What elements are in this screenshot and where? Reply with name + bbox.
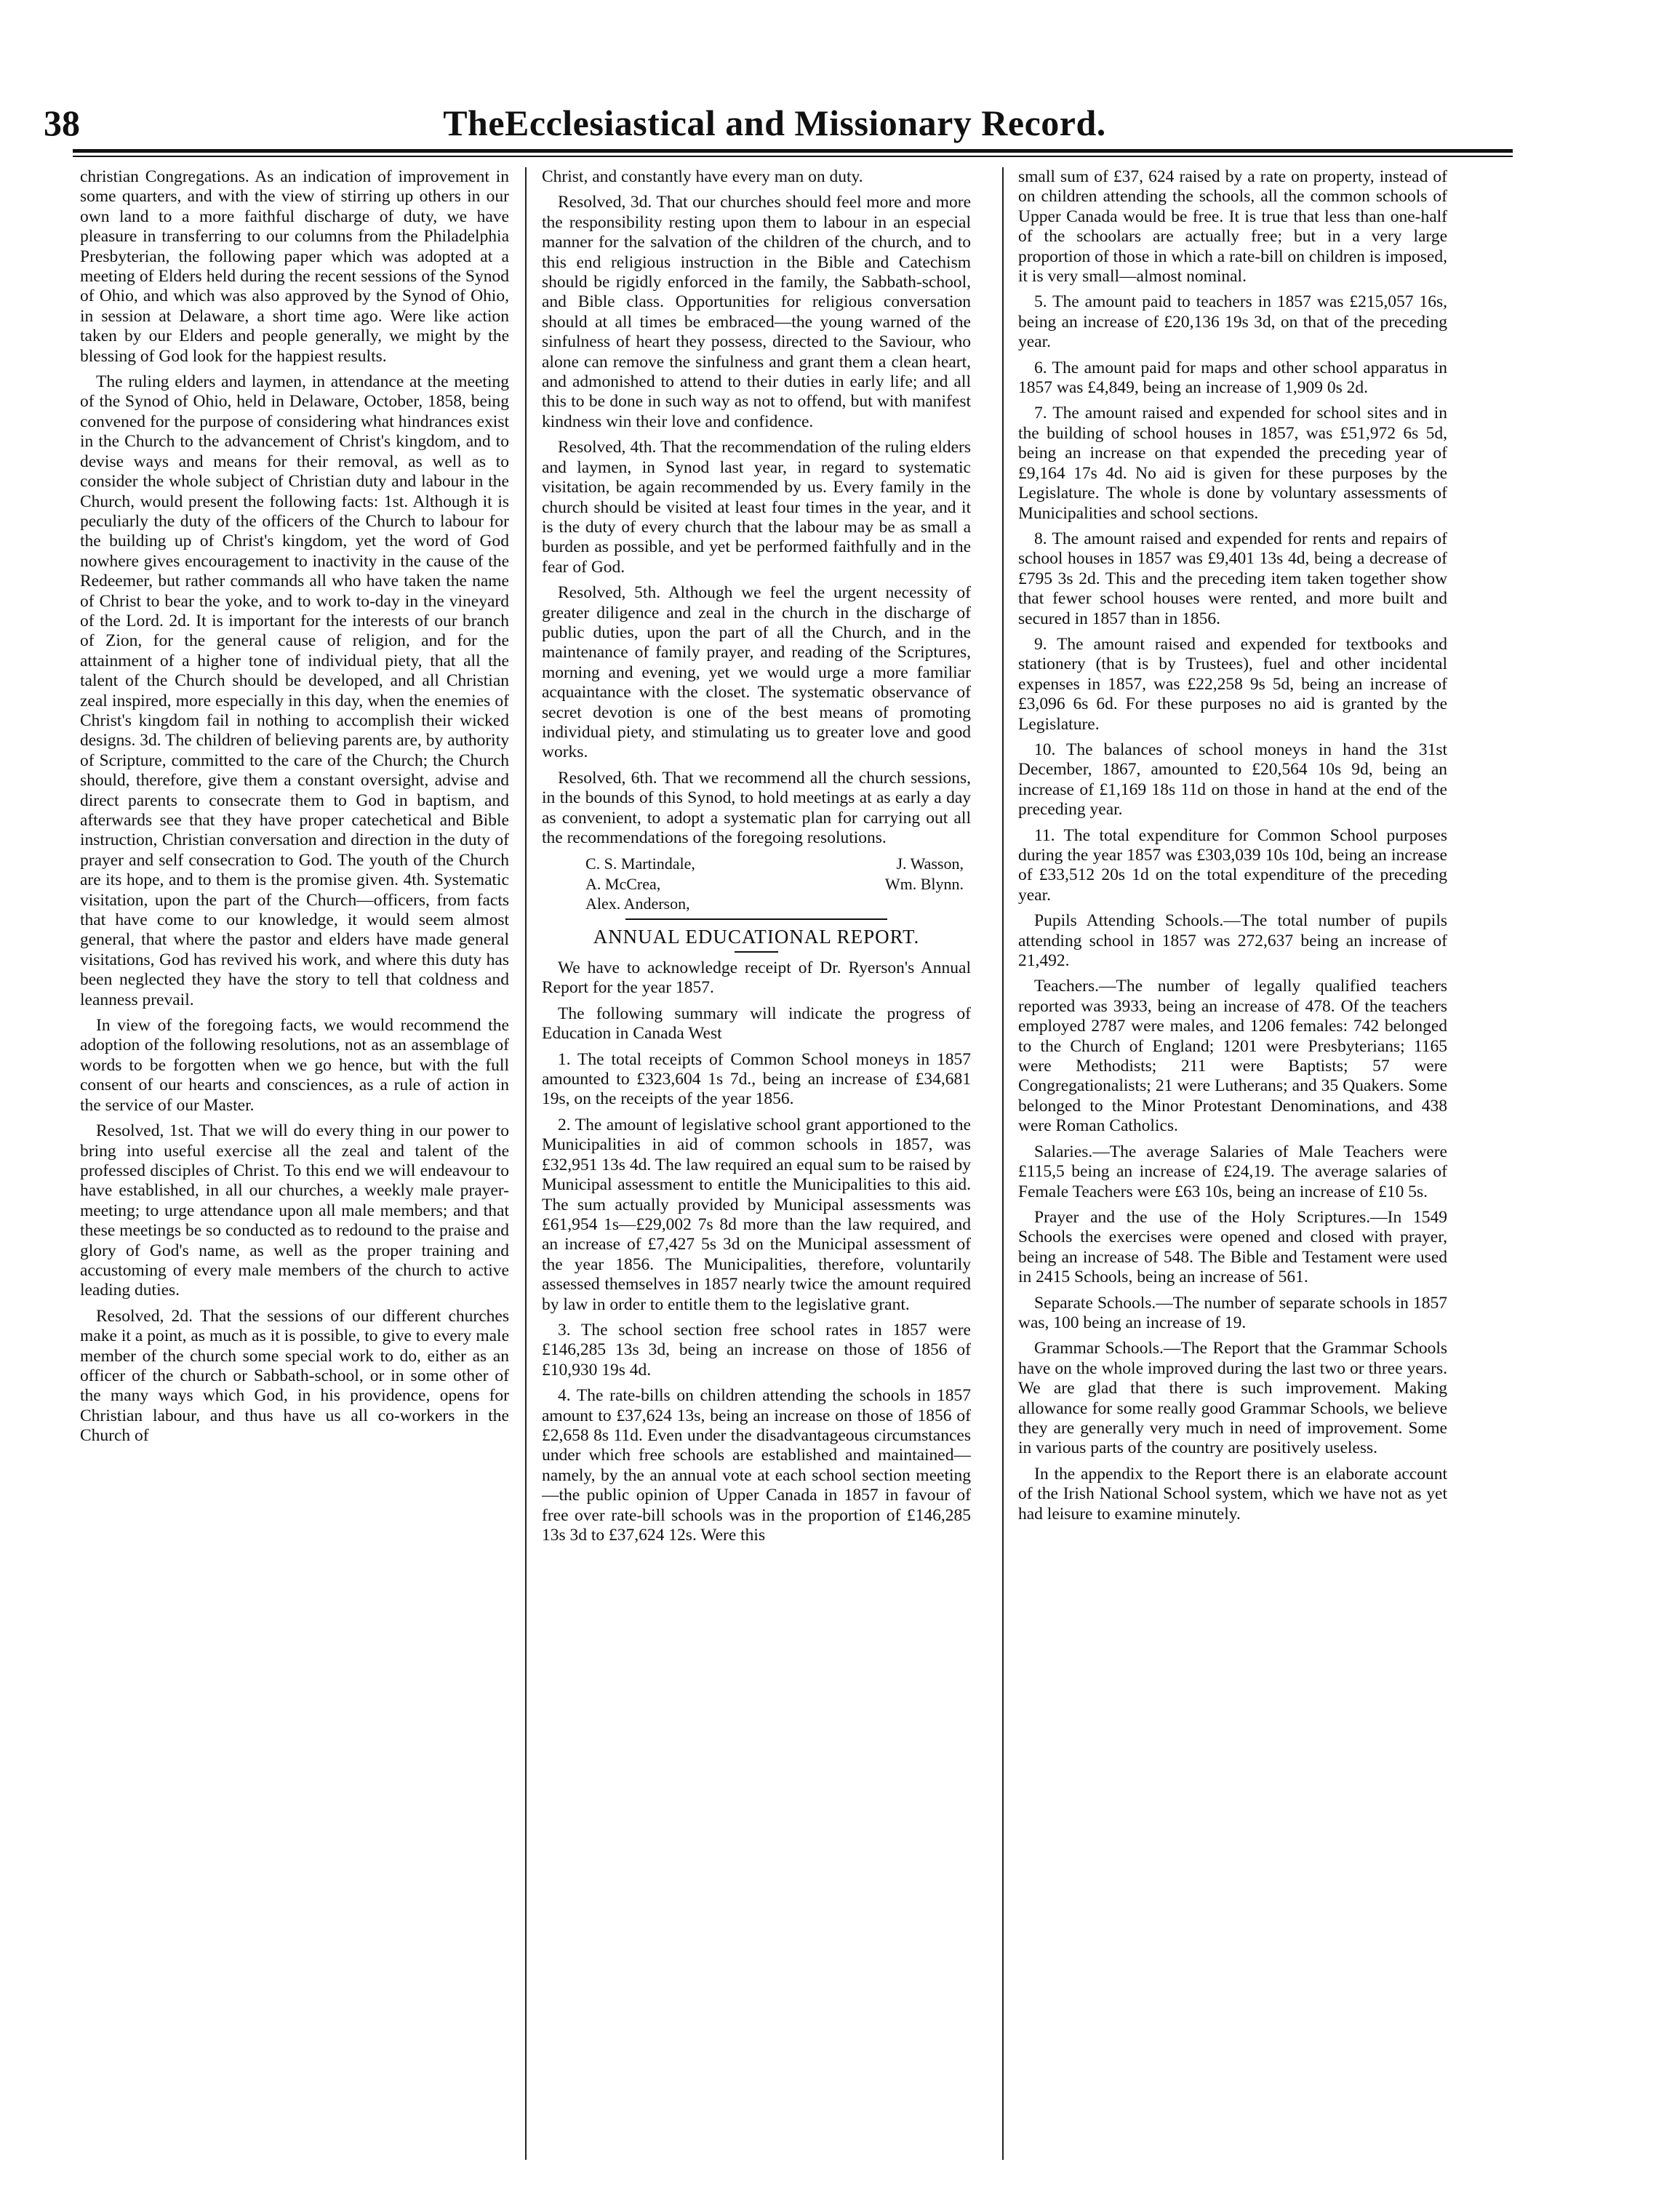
- section-rule: [735, 951, 778, 953]
- paragraph: Prayer and the use of the Holy Scriptures.—In 1549 Schools the exercises were opened and closed with prayer, being an increase of 548. The Bible and Testament were used in 2415 Schools, being an increase of 561.: [1018, 1207, 1447, 1287]
- column-divider: [1002, 167, 1004, 2160]
- paragraph: Christ, and constantly have every man on duty.: [542, 167, 863, 186]
- section-ornament: [625, 918, 887, 920]
- paragraph: In view of the foregoing facts, we would recommend the adoption of the following resolutions, not as an assemblage of words to be forgotten when we go hence, but with the full consent of our hearts and consciences, as a rule of action in the service of our Master.: [80, 1016, 509, 1115]
- paragraph: 11. The total expenditure for Common School purposes during the year 1857 was £303,039 10s 10d, being an increase of £33,512 20s 1d on the total expenditure of the preceding year.: [1018, 825, 1447, 905]
- paragraph: In the appendix to the Report there is an elaborate account of the Irish National School system, which we have not as yet had leisure to examine minutely.: [1018, 1464, 1447, 1524]
- paragraph: 7. The amount raised and expended for school sites and in the building of school houses in 1857, was £51,972 6s 5d, being an increase on that expended the preceding year of £9,164 17s 4d. No aid is given for these purposes by the Legislature. The whole is done by voluntary assessments of Municipalities and school sections.: [1018, 404, 1447, 523]
- paragraph: Resolved, 5th. Although we feel the urgent necessity of greater diligence and zeal in the church in the discharge of public duties, upon the part of all the Church, and in the maintenance of family prayer, and reading of the Scriptures, morning and evening, yet we would urge a more familiar acquaintance with the closet. The systematic observance of secret devotion is one of the best means of promoting individual piety, and stimulating us to greater love and good works.: [542, 583, 971, 762]
- paragraph: 4. The rate-bills on children attending the schools in 1857 amount to £37,624 13s, being an increase on those of 1856 of £2,658 8s 11d. Even under the disadvantageous circumstances under which free schools are established and maintained—namely, by the an annual vote at each school section meeting—the public opinion of Upper Canada in 1857 in favour of free over rate-bill schools was in the proportion of £146,285 13s 3d to £37,624 12s. Were this: [542, 1386, 971, 1545]
- paragraph: Resolved, 1st. That we will do every thing in our power to bring into useful exercise all the zeal and talent of the professed disciples of Christ. To this end we will endeavour to have established, in all our churches, a weekly male prayer-meeting; to urge attendance upon all male members; and that these meetings be so conducted as to redound to the praise and glory of God's name, as well as the proper training and accustoming of every male members of the church to active leading duties.: [80, 1121, 509, 1300]
- signature-row: [542, 894, 971, 913]
- paragraph: Pupils Attending Schools.—The total number of pupils attending school in 1857 was 272,637 being an increase of 21,492.: [1018, 911, 1447, 971]
- paragraph: 1. The total receipts of Common School moneys in 1857 amounted to £323,604 1s 7d., being an increase of £34,681 19s, on the receipts of the year 1856.: [542, 1049, 971, 1109]
- paragraph: Salaries.—The average Salaries of Male Teachers were £115,5 being an increase of £24,19. The average salaries of Female Teachers were £63 10s, being an increase of £10 5s.: [1018, 1142, 1447, 1201]
- paragraph: 2. The amount of legislative school grant apportioned to the Municipalities in aid of common schools in 1857, was £32,951 13s 4d. The law required an equal sum to be raised by Municipal assessment to entitle the Municipalities to this aid. The sum actually provided by Municipal assessments was £61,954 1s—£29,002 7s 8d more than the law required, and an increase of £7,427 5s 3d on the Municipal assessment of the year 1856. The Municipalities, therefore, voluntarily assessed themselves in 1857 nearly twice the amount required by law in order to entitle them to the legislative grant.: [542, 1115, 971, 1314]
- signature: C. S. Martindale,: [585, 854, 695, 873]
- paragraph: Resolved, 4th. That the recommendation of the ruling elders and laymen, in Synod last year, in regard to systematic visitation, be again recommended by us. Every family in the church should be visited at least four times in the year, and it is the duty of every church that the labour may be as small a burden as possible, and yet be performed faithfully and in the fear of God.: [542, 438, 971, 577]
- paragraph: 6. The amount paid for maps and other school apparatus in 1857 was £4,849, being an increase of 1,909 0s 2d.: [1018, 358, 1447, 398]
- section-title: ANNUAL EDUCATIONAL REPORT.: [593, 925, 920, 948]
- paragraph: We have to acknowledge receipt of Dr. Ryerson's Annual Report for the year 1857.: [542, 958, 971, 998]
- column-3: [1018, 167, 1447, 2160]
- paragraph: Separate Schools.—The number of separate schools in 1857 was, 100 being an increase of 19.: [1018, 1293, 1447, 1332]
- paragraph: The following summary will indicate the progress of Education in Canada West: [542, 1004, 971, 1044]
- header-rule: [73, 149, 1513, 153]
- paragraph: christian Congregations. As an indication of improvement in some quarters, and with the view of stirring up others in our own land to a more faithful discharge of duty, we have pleasure in transferring to our columns from the Philadelphia Presbyterian, the following paper which was adopted at a meeting of Elders held during the recent sessions of the Synod of Ohio, and which was also approved by the Synod of Ohio, in session at Delaware, a short time ago. Were like action taken by our Elders and people generally, we might by the blessing of God look for the happiest results.: [80, 167, 509, 366]
- signature: A. McCrea,: [585, 874, 661, 893]
- signature-row: [542, 854, 971, 873]
- paragraph: Grammar Schools.—The Report that the Grammar Schools have on the whole improved during the last two or three years. We are glad that there is such improvement. Making allowance for some really good Grammar Schools, we believe they are generally very much in need of improvement. Some in various parts of the country are positively useless.: [1018, 1339, 1447, 1458]
- running-title: TheEcclesiastical and Missionary Record.: [443, 103, 1106, 143]
- paragraph: 3. The school section free school rates in 1857 were £146,285 13s 3d, being an increase on those of 1856 of £10,930 19s 4d.: [542, 1320, 971, 1380]
- column-2: [542, 167, 971, 2160]
- signature: Alex. Anderson,: [585, 894, 690, 913]
- column-divider: [525, 167, 527, 2160]
- paragraph: small sum of £37, 624 raised by a rate on property, instead of on children attending the schools, all the common schools of Upper Canada would be free. It is true that less than one-half of the schoolars are actually free; but in a very large proportion of those in which a rate-bill on children is imposed, it is very small—almost nominal.: [1018, 167, 1447, 287]
- paragraph: 9. The amount raised and expended for textbooks and stationery (that is by Trustees), fuel and other incidental expenses in 1857, was £22,258 9s 5d, being an increase of £3,096 6s 6d. For these purposes no aid is granted by the Legislature.: [1018, 634, 1447, 734]
- signature: J. Wasson,: [896, 854, 964, 873]
- header-rule-thin: [73, 156, 1513, 157]
- paragraph: 8. The amount raised and expended for rents and repairs of school houses in 1857 was £9,401 13s 4d, being a decrease of £795 3s 2d. This and the preceding item taken together show that fewer school houses were rented, and more built and secured in 1857 than in 1856.: [1018, 529, 1447, 628]
- signature: Wm. Blynn.: [884, 874, 964, 893]
- paragraph: 5. The amount paid to teachers in 1857 was £215,057 16s, being an increase of £20,136 19s 3d, on that of the preceding year.: [1018, 292, 1447, 352]
- paragraph: Resolved, 2d. That the sessions of our different churches make it a point, as much as it is possible, to give to every male member of the church some special work to do, either as an officer of the church or Sabbath-school, or in some other of the many ways which God, in his providence, opens for Christian labour, and thus have us all co-workers in the Church of: [80, 1306, 509, 1446]
- paragraph: Teachers.—The number of legally qualified teachers reported was 3933, being an increase of 478. Of the teachers employed 2787 were males, and 1206 females: 742 belonged to the Church of England; 1201 were Presbyterians; 1165 were Methodists; 211 were Baptists; 57 were Congregationalists; 21 were Lutherans; and 35 Quakers. Some belonged to the Minor Protestant Denominations, and 438 were Roman Catholics.: [1018, 977, 1447, 1136]
- paragraph: 10. The balances of school moneys in hand the 31st December, 1867, amounted to £20,564 10s 9d, being an increase of £1,169 18s 11d on those in hand at the end of the preceding year.: [1018, 740, 1447, 820]
- paragraph: Resolved, 6th. That we recommend all the church sessions, in the bounds of this Synod, to hold meetings at as early a day as convenient, to adopt a systematic plan for carrying out all the recommendations of the foregoing resolutions.: [542, 768, 971, 847]
- page-number: 38: [44, 103, 80, 143]
- paragraph: The ruling elders and laymen, in attendance at the meeting of the Synod of Ohio, held in Delaware, October, 1858, being convened for the purpose of considering what hindrances exist in the Church to the advancement of Christ's kingdom, and to devise ways and means for their removal, as well as to consider the whole subject of Christian duty and labour in the Church, would present the following facts: 1st. Although it is peculiarly the duty of the officers of the Church to labour for the building up of Christ's kingdom, yet the word of God nowhere gives encouragement to inactivity in the cause of the Redeemer, but rather commands all who have taken the name of Christ to bear the yoke, and to work to-day in the vineyard of the Lord. 2d. It is important for the interests of our branch of Zion, for the general cause of religion, and for the attainment of a higher tone of individual piety, that all the talent of the Church should be developed, and all Christian zeal inspired, more especially in this day, when the enemies of Christ's kingdom fail in nothing to accomplish their wicked designs. 3d. The children of believing parents are, by authority of Scripture, committed to the care of the Church; the Church should, therefore, give them a constant oversight, advise and direct parents to consecrate them to God in baptism, and afterwards see that they have proper catechetical and Bible instruction, Christian conversation and direction in the duty of prayer and self consecration to God. The youth of the Church are its hope, and to them is the promise given. 4th. Systematic visitation, upon the part of the Church—officers, from facts that have come to our knowledge, it would seem almost general, that where the pastor and elders have made general visitations, God has revived his work, and where this duty has been neglected they have the story to tell that coldness and leanness prevail.: [80, 372, 509, 1009]
- paragraph: Resolved, 3d. That our churches should feel more and more the responsibility resting upon them to labour in an especial manner for the salvation of the children of the church, and to this end religious instruction in the Bible and Catechism should be rigidly enforced in the family, the Sabbath-school, and Bible class. Opportunities for religious conversation should at all times be embraced—the young warned of the sinfulness of heart they possess, directed to the Saviour, who alone can remove the sinfulness and grant them a clean heart, and admonished to attend to their duties in early life; and all this to be done in such way as not to offend, but with manifest kindness win their love and confidence.: [542, 193, 971, 431]
- column-1: [80, 167, 509, 2160]
- signature-row: [542, 874, 971, 894]
